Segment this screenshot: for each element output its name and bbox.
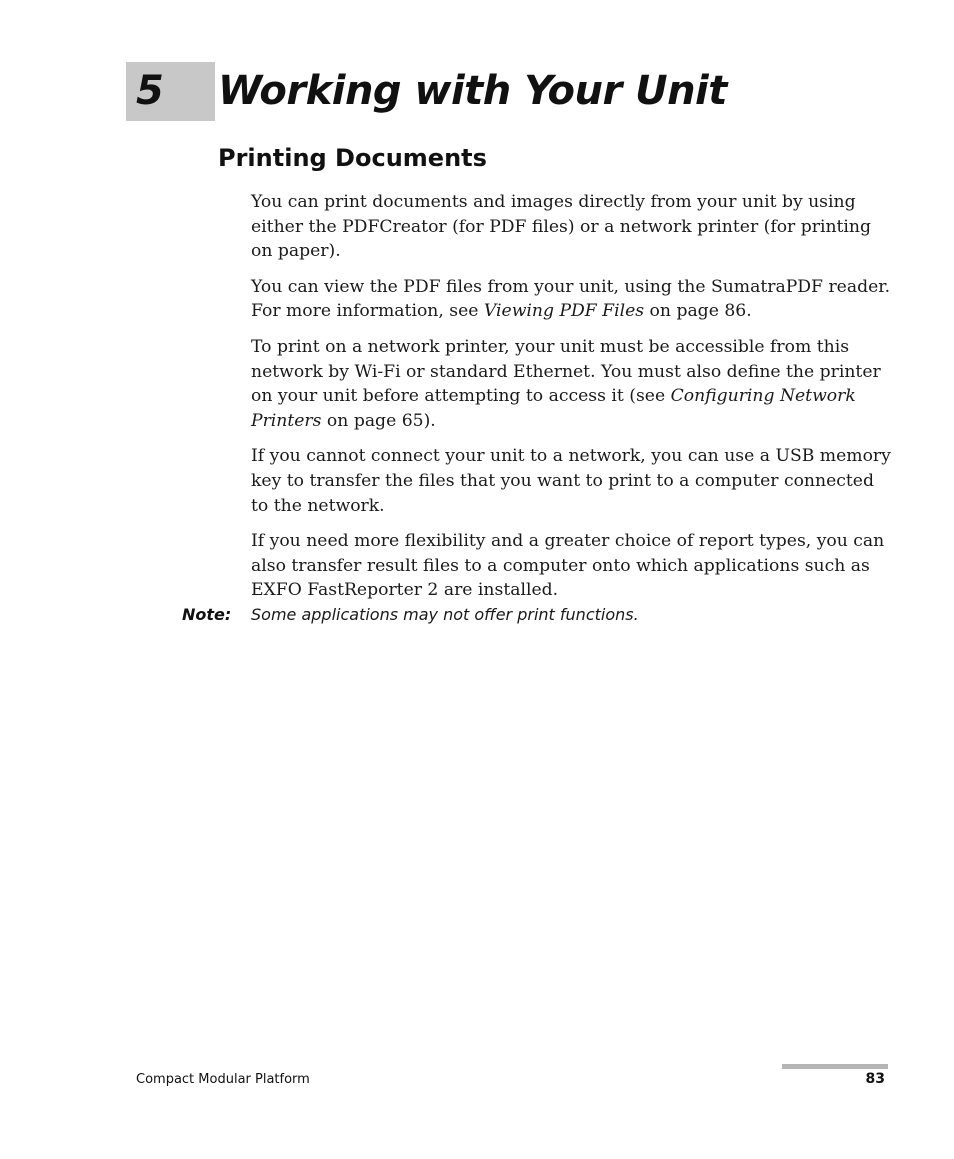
note <box>182 603 892 627</box>
paragraph-text: To print on a network printer, your unit must be accessible from this network by Wi-Fi or standard Ethernet. You must also define the printer on your unit before attempting to access it (see <box>251 336 881 407</box>
paragraph-print-options: You can print documents and images directly from your unit by using either the PDFCreator (for PDF files) or a network printer (for printing on paper). <box>251 192 871 262</box>
chapter-number: 5 <box>136 68 164 114</box>
paragraph-result-files: If you need more flexibility and a greater choice of report types, you can also transfer result files to a computer onto which applications such as EXFO FastReporter 2 are installed. <box>251 531 885 601</box>
footer-page-number: 83 <box>865 1071 885 1087</box>
footer-rule <box>782 1064 888 1069</box>
cross-reference-link[interactable]: Configuring Network Printers <box>251 386 856 431</box>
paragraph-text: on page 65). <box>321 410 436 431</box>
paragraph-text: on page 86. <box>644 301 752 322</box>
chapter-title: Working with Your Unit <box>218 68 727 114</box>
note-label: Note: <box>182 605 232 624</box>
footer-product-name: Compact Modular Platform <box>136 1072 310 1087</box>
paragraph-view-pdf <box>251 275 891 324</box>
paragraph-usb-transfer: If you cannot connect your unit to a network, you can use a USB memory key to transfer the files that you want to print to a computer connected to the network. <box>251 446 891 516</box>
note-text: Some applications may not offer print functions. <box>251 605 639 624</box>
paragraph-network-printer <box>251 335 891 433</box>
body-text <box>251 190 891 614</box>
cross-reference-link[interactable]: Viewing PDF Files <box>483 301 645 322</box>
paragraph-text: You can view the PDF files from your unit, using the SumatraPDF reader. For more information, see <box>251 276 891 322</box>
section-heading: Printing Documents <box>218 144 487 172</box>
